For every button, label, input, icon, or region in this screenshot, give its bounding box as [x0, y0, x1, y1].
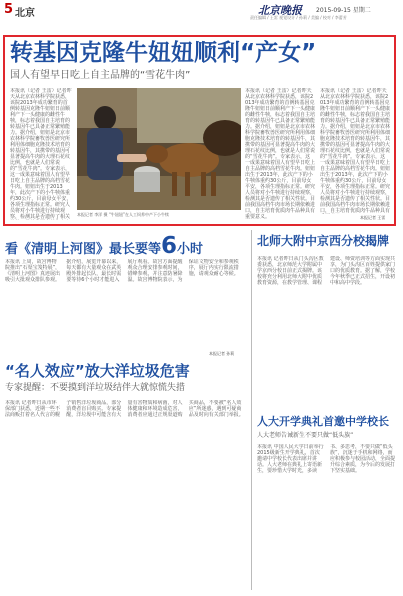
story-renmin-university-subtitle: 人大老师告诫新生不要只做“低头族” — [257, 432, 354, 439]
story-qingming-title-number: 6 — [161, 233, 178, 259]
story-qingming-body: 本报讯 上周，故宫博物院推出“石渠宝笈特展”，《清明上河图》真迹展出吸引大批观众排队参观。据介绍，展览开幕以来，每天都有大量观众在武英殿外排起长队，最长时需要等待6个小时才能进入展厅观看。故宫方面提醒观众合理安排参观时间，错峰参观，并注意防暑降温。故宫博物院表示，为保证文物安全和参观秩序，展厅内实行限流措施，请观众耐心等候。 — [5, 259, 239, 283]
story-qingming-byline: 本报记者 孙莉 — [209, 351, 235, 356]
story-school-plaque-title: 北师大附中京西分校揭牌 — [257, 234, 390, 248]
lead-story-subtitle: 国人有望早日吃上自主品牌的“雪花牛肉” — [10, 70, 191, 81]
story-renmin-university-body: 本报讯 中国人民大学日前举行2015级新生开学典礼，首次邀请中学校长代表出席并讲话。人大老师在典礼上寄语新生，要珍惜大学时光，多读书、多思考，不要只做“低头族”，沉迷于手机和网络，而应积极参与校园活动，全面提升综合素质，为今后的发展打下坚实基础。 — [257, 444, 396, 474]
story-celebrity-effect-title: “名人效应”放大洋垃圾危害 — [5, 362, 190, 380]
newspaper-logo: 北京晚报 — [258, 4, 302, 17]
story-qingming-title — [5, 233, 203, 259]
lead-story-box — [3, 35, 396, 226]
story-celebrity-effect-subtitle: 专家提醒：不要摸到洋垃圾结伴大就惊慌失措 — [5, 383, 186, 393]
page-number: 5 — [4, 2, 14, 17]
story-renmin-university — [255, 415, 400, 593]
section-name: 北京 — [15, 8, 35, 19]
story-renmin-university-title: 人大开学典礼首邀中学校长 — [257, 415, 389, 428]
story-celebrity-effect — [3, 362, 249, 592]
issue-date: 2015-09-15 星期二 — [316, 7, 371, 14]
photo-caption: 本报记者 李洋 摄 “牛妞妞”在人工饲养中产下小牛犊 — [77, 212, 169, 217]
editor-line: 责任编辑 / 王雷 视觉设计 / 孙莉 / 美编 / 校对 / 李蕾芳 — [250, 15, 347, 20]
cow-photo-art — [77, 88, 241, 210]
story-qingming — [3, 229, 249, 359]
lead-story-title: 转基因克隆牛妞妞顺利“产女” — [10, 40, 317, 66]
lead-story-body-col2: 本报讯（记者 王雷）记者昨天从北京农林科学院获悉，该院2013年成功繁育的首例转基因克隆牛妞妞日前顺利产下一头健康的雌性牛犊，标志着我国自主培育的转基因牛已具备正常繁殖能力。据介绍，妞妞是北京市农林科学院畜牧兽医研究所利用体细胞克隆技术培育的转基因牛，其携带的基因可显著提高牛肉的大理石花纹比例，也就是人们常说的“雪花牛肉”。专家表示，这一成果意味着国人有望早日吃上自主品牌的高档雪花牛肉。妞妞出生于2013年，此次产下的小牛犊体重约30公斤，目前母女平安，各项生理指标正常。研究人员将对小牛犊进行持续观察，检测其是否遗传了相关性状。目前我国高档牛肉市场长期依赖进口，自主培育优质肉牛品种具有重要意义。 — [245, 88, 315, 220]
cow-photo — [77, 88, 241, 210]
lead-story-byline: 本报记者 王雷 — [360, 215, 386, 220]
masthead — [0, 0, 403, 30]
column-divider — [251, 230, 252, 590]
story-school-plaque — [255, 230, 400, 410]
story-qingming-title-suffix: 小时 — [177, 242, 204, 257]
story-celebrity-effect-body: 本报讯 记者昨日从市环保部门获悉，近期一些不法商贩打着名人代言的幌子销售洋垃圾商品，部分消费者盲目购买。专家提醒，洋垃圾中可能含有大量有害物质和病菌，对人体健康和环境造成危害，消费者应通过正规渠道购买商品，不要被“名人效应”所迷惑，遇到可疑商品及时向有关部门举报。 — [5, 400, 244, 418]
story-qingming-title-prefix: 看《清明上河图》最长要等 — [5, 242, 162, 257]
story-school-plaque-body: 本报讯 记者昨日从门头沟区教委获悉，北京师范大学附属中学京西分校日前正式揭牌。该校将充分利用北师大附中优质教育资源，在教学管理、课程建设、师资培训等方面实现共享，为门头沟区百姓提供家门口的优质教育。据了解，学校今年秋季已正式招生，开设初中和高中学段。 — [257, 256, 396, 286]
lead-story-body-col1: 本报讯（记者 王雷）记者昨天从北京农林科学院获悉，该院2013年成功繁育的首例转基因克隆牛妞妞日前顺利产下一头健康的雌性牛犊，标志着我国自主培育的转基因牛已具备正常繁殖能力。据介绍，妞妞是北京市农林科学院畜牧兽医研究所利用体细胞克隆技术培育的转基因牛，其携带的基因可显著提高牛肉的大理石花纹比例，也就是人们常说的“雪花牛肉”。专家表示，这一成果意味着国人有望早日吃上自主品牌的高档雪花牛肉。妞妞出生于2013年，此次产下的小牛犊体重约30公斤，目前母女平安，各项生理指标正常。研究人员将对小牛犊进行持续观察，检测其是否遗传了相关 — [10, 88, 72, 220]
lead-story-body-col3: 本报讯（记者 王雷）记者昨天从北京农林科学院获悉，该院2013年成功繁育的首例转基因克隆牛妞妞日前顺利产下一头健康的雌性牛犊，标志着我国自主培育的转基因牛已具备正常繁殖能力。据介绍，妞妞是北京市农林科学院畜牧兽医研究所利用体细胞克隆技术培育的转基因牛，其携带的基因可显著提高牛肉的大理石花纹比例，也就是人们常说的“雪花牛肉”。专家表示，这一成果意味着国人有望早日吃上自主品牌的高档雪花牛肉。妞妞出生于2013年，此次产下的小牛犊体重约30公斤，目前母女平安，各项生理指标正常。研究人员将对小牛犊进行持续观察，检测其是否遗传了相关性状。目前我国高档牛肉市场长期依赖进口，自主培育优质肉牛品种具有 — [320, 88, 390, 214]
